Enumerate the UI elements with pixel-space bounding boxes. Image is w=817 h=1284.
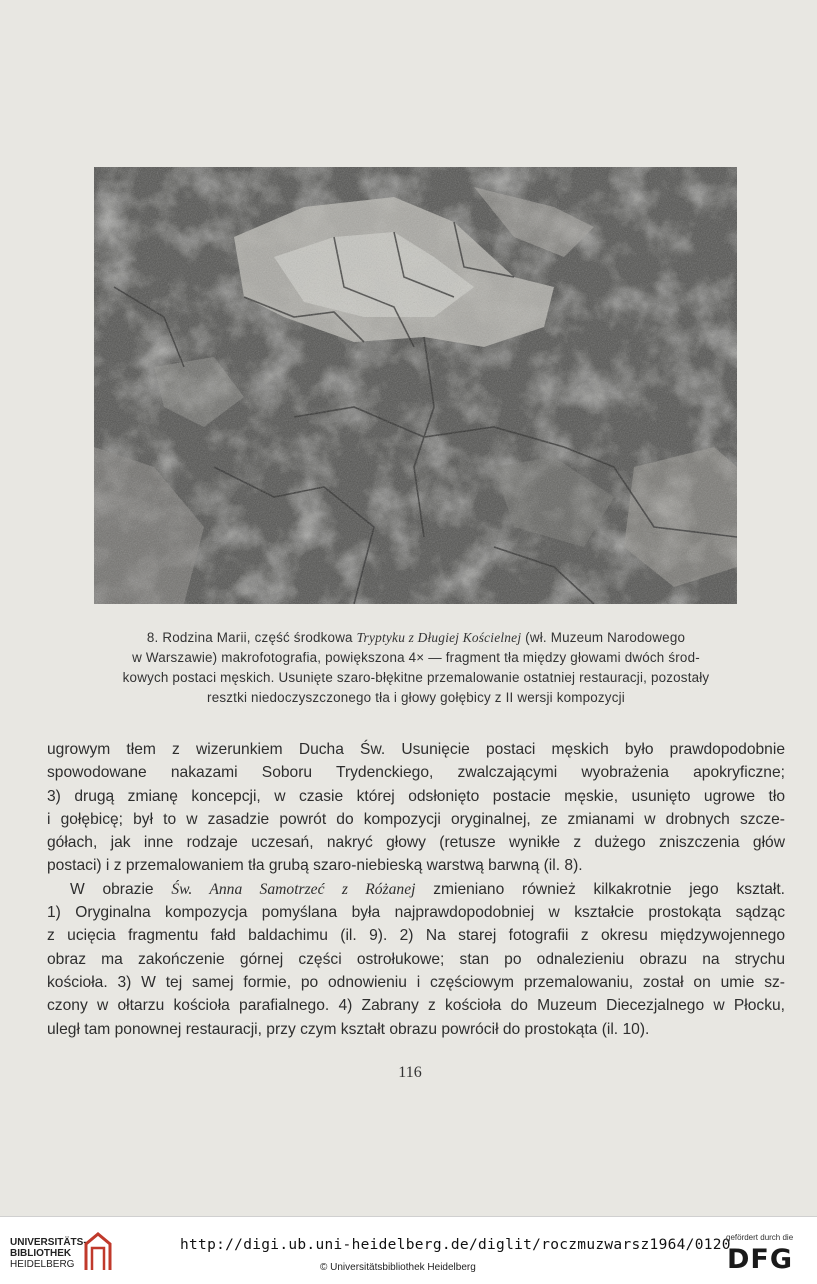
figure-photograph: [94, 167, 737, 604]
text-line: kościoła. 3) W tej samej formie, po odnowieniu i częściowym przemalowaniu, został on umie sz-: [47, 973, 785, 991]
dfg-logo: DFG: [727, 1244, 794, 1275]
permalink-url[interactable]: http://digi.ub.uni-heidelberg.de/diglit/roczmuzwarsz1964/0120: [180, 1237, 731, 1253]
text-line: 1) Oryginalna kompozycja pomyślana była najprawdopodobniej w kształcie prostokąta sądząc: [47, 904, 785, 922]
university-logo-icon: [82, 1230, 114, 1272]
text-line: czony w ołtarzu kościoła parafialnego. 4) Zabrany z kościoła do Muzeum Diecezjalnego w Płocku,: [47, 997, 785, 1015]
macro-photo-texture: [94, 167, 737, 604]
university-name: UNIVERSITÄTS- BIBLIOTHEK HEIDELBERG: [10, 1237, 87, 1270]
caption-line: w Warszawie) makrofotografia, powiększona 4× — fragment tła między głowami dwóch środ-: [132, 650, 700, 665]
caption-line: 8. Rodzina Marii, część środkowa Tryptyku z Długiej Kościelnej (wł. Muzeum Narodowego: [146, 630, 686, 645]
text-line: z ucięcia fragmentu fałd baldachimu (il. 9). 2) Na starej fotografii z okresu międzywojennego: [47, 927, 785, 945]
text-line: i gołębicę; był to w zasadzie powrót do kompozycji oryginalnej, ze zmianami w drobnych szcze-: [47, 810, 785, 828]
text-line: W obrazie Św. Anna Samotrzeć z Różanej zmieniano również kilkakrotnie jego kształt.: [70, 880, 785, 898]
text-line: 3) drugą zmianę koncepcji, w czasie której odsłonięto postacie męskie, usunięto ugrowe tło: [47, 787, 785, 805]
body-paragraphs: [47, 738, 785, 1041]
caption-line: kowych postaci męskich. Usunięte szaro-błękitne przemalowanie ostatniej restauracji, pozostały: [122, 670, 710, 685]
text-line: obraz ma zakończenie górnej części ostrołukowe; stan po odnalezieniu obrazu na strychu: [47, 950, 785, 968]
text-line: spowodowane nakazami Soboru Trydenckiego, zwalczającymi wyobrażenia apokryficzne;: [47, 764, 785, 782]
figure-caption: [76, 628, 756, 708]
text-line: uległ tam ponownej restauracji, przy czym kształt obrazu powrócił do prostokąta (il. 10).: [47, 1020, 650, 1038]
caption-line: resztki niedoczyszczonego tła i głowy gołębicy z II wersji kompozycji: [207, 690, 625, 705]
text-line: postaci) i z przemalowaniem tła grubą szaro-niebieską warstwą barwną (il. 8).: [47, 857, 583, 875]
text-line: ugrowym tłem z wizerunkiem Ducha Św. Usunięcie postaci męskich było prawdopodobnie: [47, 741, 785, 758]
text-line: gółach, jak inne rodzaje uczesań, nakryć głowy (retusze wynikłe z dużego zniszczenia głów: [47, 834, 785, 852]
funding-label: gefördert durch die: [726, 1233, 794, 1242]
copyright-notice: © Universitätsbibliothek Heidelberg: [320, 1262, 476, 1273]
page-number: 116: [398, 1064, 422, 1081]
viewer-footer: [0, 1216, 817, 1284]
